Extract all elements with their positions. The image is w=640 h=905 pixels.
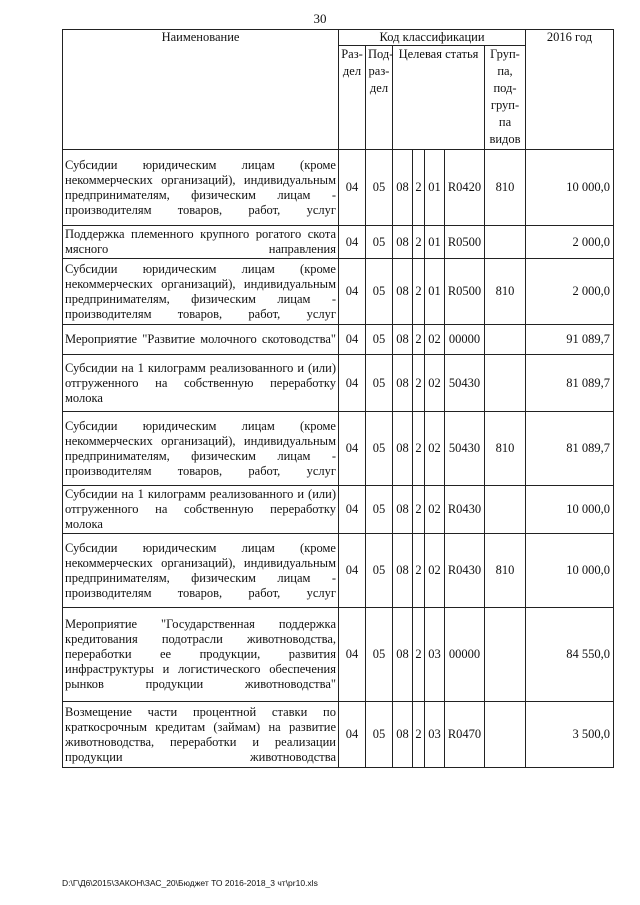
header-podrazdel: Под- раз- дел xyxy=(366,46,393,150)
target-program-cell: 08 xyxy=(393,259,413,325)
podrazdel-cell: 05 xyxy=(366,150,393,226)
target-program-cell: 08 xyxy=(393,534,413,608)
name-cell: Субсидии на 1 килограмм реализованного и (или) отгруженного на собственную переработку молока xyxy=(63,486,339,534)
target-subprogram-cell: 2 xyxy=(413,486,425,534)
budget-table xyxy=(62,29,614,768)
amount-cell: 81 089,7 xyxy=(526,412,614,486)
amount-cell: 91 089,7 xyxy=(526,325,614,355)
name-cell: Мероприятие "Развитие молочного скотоводства" xyxy=(63,325,339,355)
razdel-cell: 04 xyxy=(339,486,366,534)
table-row xyxy=(63,702,614,768)
target-direction-cell: R0500 xyxy=(445,226,485,259)
table-row xyxy=(63,412,614,486)
target-subprogram-cell: 2 xyxy=(413,355,425,412)
target-direction-cell: R0420 xyxy=(445,150,485,226)
target-subprogram-cell: 2 xyxy=(413,608,425,702)
table-row xyxy=(63,325,614,355)
name-cell: Субсидии юридическим лицам (кроме некоммерческих организаций), индивидуальным предпринимателям, физическим лицам - производителям товаров, работ, услуг xyxy=(63,534,339,608)
expense-group-cell: 810 xyxy=(485,534,526,608)
table-row xyxy=(63,608,614,702)
table-row xyxy=(63,150,614,226)
podrazdel-cell: 05 xyxy=(366,226,393,259)
table-row xyxy=(63,226,614,259)
file-path-footer: D:\Г\Д6\2015\ЗАКОН\ЗАС_20\Бюджет ТО 2016-2018_3 чт\pr10.xls xyxy=(62,878,318,888)
expense-group-cell: 810 xyxy=(485,259,526,325)
page-number: 30 xyxy=(313,11,327,26)
amount-cell: 3 500,0 xyxy=(526,702,614,768)
amount-cell: 81 089,7 xyxy=(526,355,614,412)
header-target: Целевая статья xyxy=(393,46,485,150)
expense-group-cell xyxy=(485,226,526,259)
podrazdel-cell: 05 xyxy=(366,486,393,534)
target-event-cell: 02 xyxy=(425,486,445,534)
header-code: Код классификации xyxy=(339,30,526,46)
target-direction-cell: R0500 xyxy=(445,259,485,325)
podrazdel-cell: 05 xyxy=(366,259,393,325)
name-cell: Субсидии на 1 килограмм реализованного и (или) отгруженного на собственную переработку молока xyxy=(63,355,339,412)
target-subprogram-cell: 2 xyxy=(413,702,425,768)
target-event-cell: 02 xyxy=(425,325,445,355)
target-subprogram-cell: 2 xyxy=(413,412,425,486)
target-event-cell: 02 xyxy=(425,412,445,486)
expense-group-cell: 810 xyxy=(485,150,526,226)
name-cell: Субсидии юридическим лицам (кроме некоммерческих организаций), индивидуальным предпринимателям, физическим лицам - производителям товаров, работ, услуг xyxy=(63,150,339,226)
podrazdel-cell: 05 xyxy=(366,534,393,608)
table-row xyxy=(63,486,614,534)
amount-cell: 84 550,0 xyxy=(526,608,614,702)
amount-cell: 10 000,0 xyxy=(526,534,614,608)
podrazdel-cell: 05 xyxy=(366,608,393,702)
target-program-cell: 08 xyxy=(393,325,413,355)
name-cell: Субсидии юридическим лицам (кроме некоммерческих организаций), индивидуальным предпринимателям, физическим лицам - производителям товаров, работ, услуг xyxy=(63,259,339,325)
target-event-cell: 02 xyxy=(425,534,445,608)
header-group: Груп- па, под- груп- па видов xyxy=(485,46,526,150)
podrazdel-cell: 05 xyxy=(366,412,393,486)
table-row xyxy=(63,355,614,412)
target-subprogram-cell: 2 xyxy=(413,226,425,259)
header-row xyxy=(63,30,614,46)
target-event-cell: 03 xyxy=(425,702,445,768)
razdel-cell: 04 xyxy=(339,702,366,768)
target-event-cell: 02 xyxy=(425,355,445,412)
target-direction-cell: R0430 xyxy=(445,534,485,608)
target-direction-cell: R0470 xyxy=(445,702,485,768)
target-program-cell: 08 xyxy=(393,226,413,259)
target-subprogram-cell: 2 xyxy=(413,325,425,355)
target-program-cell: 08 xyxy=(393,150,413,226)
target-event-cell: 03 xyxy=(425,608,445,702)
amount-cell: 10 000,0 xyxy=(526,150,614,226)
razdel-cell: 04 xyxy=(339,412,366,486)
target-subprogram-cell: 2 xyxy=(413,259,425,325)
target-program-cell: 08 xyxy=(393,702,413,768)
name-cell: Возмещение части процентной ставки по краткосрочным кредитам (займам) на развитие животноводства, переработки и реализации продукции животноводства xyxy=(63,702,339,768)
target-subprogram-cell: 2 xyxy=(413,534,425,608)
amount-cell: 2 000,0 xyxy=(526,226,614,259)
podrazdel-cell: 05 xyxy=(366,355,393,412)
name-cell: Субсидии юридическим лицам (кроме некоммерческих организаций), индивидуальным предпринимателям, физическим лицам - производителям товаров, работ, услуг xyxy=(63,412,339,486)
podrazdel-cell: 05 xyxy=(366,702,393,768)
target-program-cell: 08 xyxy=(393,355,413,412)
target-direction-cell: R0430 xyxy=(445,486,485,534)
expense-group-cell xyxy=(485,325,526,355)
target-direction-cell: 50430 xyxy=(445,355,485,412)
target-program-cell: 08 xyxy=(393,486,413,534)
target-subprogram-cell: 2 xyxy=(413,150,425,226)
podrazdel-cell: 05 xyxy=(366,325,393,355)
amount-cell: 2 000,0 xyxy=(526,259,614,325)
target-event-cell: 01 xyxy=(425,226,445,259)
target-direction-cell: 00000 xyxy=(445,325,485,355)
header-name: Наименование xyxy=(63,30,339,150)
header-razdel: Раз- дел xyxy=(339,46,366,150)
expense-group-cell: 810 xyxy=(485,412,526,486)
razdel-cell: 04 xyxy=(339,226,366,259)
name-cell: Поддержка племенного крупного рогатого скота мясного направления xyxy=(63,226,339,259)
amount-cell: 10 000,0 xyxy=(526,486,614,534)
expense-group-cell xyxy=(485,486,526,534)
expense-group-cell xyxy=(485,702,526,768)
razdel-cell: 04 xyxy=(339,325,366,355)
target-direction-cell: 50430 xyxy=(445,412,485,486)
header-year: 2016 год xyxy=(526,30,614,150)
razdel-cell: 04 xyxy=(339,150,366,226)
razdel-cell: 04 xyxy=(339,259,366,325)
target-event-cell: 01 xyxy=(425,259,445,325)
name-cell: Мероприятие "Государственная поддержка кредитования подотрасли животноводства, переработки ее продукции, развития инфраструктуры и логистического обеспечения рынков продукции животноводства" xyxy=(63,608,339,702)
target-program-cell: 08 xyxy=(393,608,413,702)
target-direction-cell: 00000 xyxy=(445,608,485,702)
razdel-cell: 04 xyxy=(339,534,366,608)
table-row xyxy=(63,534,614,608)
target-program-cell: 08 xyxy=(393,412,413,486)
expense-group-cell xyxy=(485,608,526,702)
razdel-cell: 04 xyxy=(339,355,366,412)
expense-group-cell xyxy=(485,355,526,412)
razdel-cell: 04 xyxy=(339,608,366,702)
target-event-cell: 01 xyxy=(425,150,445,226)
table-row xyxy=(63,259,614,325)
